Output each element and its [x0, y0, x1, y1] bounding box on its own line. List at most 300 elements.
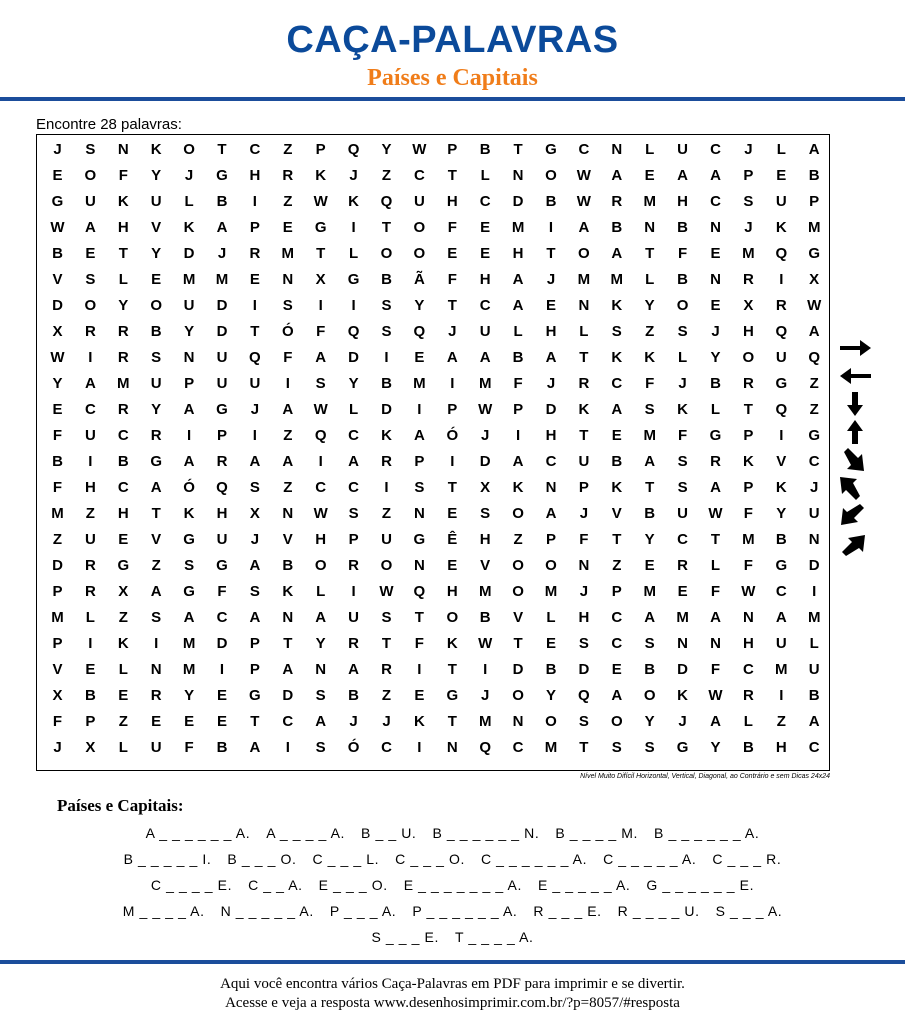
grid-letter: V [776, 453, 787, 470]
grid-letter: N [117, 141, 129, 158]
grid-letter: Ê [447, 531, 458, 548]
arrow-left-icon [838, 363, 874, 389]
grid-letter: F [118, 167, 128, 184]
grid-letter: A [677, 167, 689, 184]
grid-letter: H [117, 505, 129, 522]
grid-letter: U [150, 193, 162, 210]
grid-letter: D [578, 661, 590, 678]
grid-letter: J [678, 713, 687, 730]
grid-letter: Z [85, 505, 95, 522]
word-hint: N _ _ _ _ _ A. [220, 903, 314, 919]
grid-letter: H [742, 323, 754, 340]
grid-letter: N [282, 505, 294, 522]
grid-letter: M [775, 661, 788, 678]
grid-letter: J [481, 687, 490, 704]
grid-letter: Q [216, 479, 228, 496]
word-hint: P _ _ _ A. [329, 903, 397, 919]
grid-letter: J [579, 505, 589, 522]
grid-letter: I [285, 739, 290, 756]
grid-letter: T [217, 141, 227, 158]
grid-letter: X [52, 687, 63, 704]
grid-letter: E [480, 219, 491, 236]
word-hint: C _ _ _ L. [312, 851, 380, 867]
grid-letter: R [84, 557, 96, 574]
grid-letter: L [349, 401, 359, 418]
grid-letter: O [84, 297, 97, 314]
grid-letter: T [579, 739, 589, 756]
grid-letter: Q [413, 323, 426, 340]
grid-letter: B [479, 609, 491, 626]
grid-letter: M [182, 271, 196, 288]
grid-letter: T [447, 661, 457, 678]
grid-letter: J [349, 167, 358, 184]
grid-letter: H [545, 427, 557, 444]
grid-letter: L [546, 609, 556, 626]
grid-letter: G [808, 245, 821, 262]
grid-letter: A [315, 609, 327, 626]
grid-letter: P [249, 661, 260, 678]
grid-letter: B [52, 453, 63, 470]
grid-letter: M [51, 505, 64, 522]
grid-letter: D [512, 661, 524, 678]
footer-line-1: Aqui você encontra vários Caça-Palavras em PDF para imprimir e se divertir. [220, 976, 685, 992]
grid-letter: O [380, 245, 393, 262]
grid-letter: H [249, 167, 261, 184]
grid-letter: I [351, 297, 356, 314]
grid-letter: I [417, 739, 422, 756]
grid-letter: F [645, 375, 655, 392]
grid-letter: B [84, 687, 96, 704]
grid-letter: W [412, 141, 427, 158]
word-hint: S _ _ _ E. [371, 929, 439, 945]
grid-letter: X [85, 739, 96, 756]
grid-letter: D [282, 687, 294, 704]
grid-letter: C [282, 713, 294, 730]
grid-letter: B [381, 375, 392, 392]
grid-letter: N [742, 609, 754, 626]
grid-letter: L [710, 557, 721, 574]
grid-letter: M [610, 271, 624, 288]
grid-letter: G [709, 427, 722, 444]
grid-letter: I [285, 375, 290, 392]
grid-letter: U [381, 531, 392, 548]
grid-letter: W [478, 635, 493, 652]
grid-letter: A [150, 479, 162, 496]
grid-letter: P [743, 479, 754, 496]
grid-letter: J [711, 323, 720, 340]
grid-letter: C [710, 193, 721, 210]
grid-letter: C [249, 141, 261, 158]
grid-letter: O [512, 505, 524, 522]
grid-letter: P [743, 167, 754, 184]
grid-letter: R [84, 323, 96, 340]
grid-letter: S [282, 297, 293, 314]
grid-letter: S [414, 479, 425, 496]
grid-letter: A [512, 297, 524, 314]
grid-letter: M [544, 739, 558, 756]
grid-letter: U [775, 635, 787, 652]
word-hint: C _ _ _ _ _ _ A. [480, 851, 588, 867]
grid-letter: B [644, 505, 656, 522]
grid-letter: C [84, 401, 96, 418]
grid-letter: U [413, 193, 425, 210]
grid-letter: O [610, 713, 623, 730]
grid-letter: E [85, 661, 96, 678]
grid-letter: K [446, 635, 458, 652]
page-title: CAÇA-PALAVRAS [286, 19, 619, 61]
grid-letter: C [315, 479, 327, 496]
grid-letter: S [644, 401, 655, 418]
grid-letter: A [611, 687, 623, 704]
grid-letter: M [478, 583, 492, 600]
grid-letter: Ó [281, 323, 294, 340]
grid-letter: E [447, 245, 458, 262]
grid-letter: R [348, 635, 360, 652]
grid-letter: A [545, 505, 557, 522]
grid-letter: E [710, 245, 721, 262]
grid-letter: T [447, 479, 457, 496]
grid-letter: E [282, 219, 293, 236]
grid-letter: V [282, 531, 293, 548]
instructions: Encontre 28 palavras: [36, 116, 182, 133]
grid-letter: Q [775, 323, 788, 340]
grid-letter: N [413, 505, 425, 522]
grid-letter: N [150, 661, 162, 678]
grid-letter: U [249, 375, 261, 392]
grid-letter: F [447, 219, 457, 236]
grid-letter: B [381, 271, 392, 288]
grid-letter: Z [381, 167, 392, 184]
grid-letter: Q [249, 349, 261, 366]
grid-letter: Z [283, 479, 293, 496]
grid-letter: X [52, 323, 63, 340]
grid-letter: V [480, 557, 491, 574]
grid-letter: L [513, 323, 523, 340]
grid-letter: D [52, 557, 63, 574]
grid-letter: Y [151, 401, 162, 418]
grid-letter: R [775, 297, 787, 314]
grid-letter: J [250, 531, 260, 548]
word-hint: G _ _ _ _ _ _ E. [646, 877, 755, 893]
grid-letter: L [316, 583, 326, 600]
grid-letter: A [611, 245, 623, 262]
word-hint-line [0, 876, 905, 894]
grid-letter: Ó [347, 739, 360, 756]
grid-letter: R [150, 687, 162, 704]
grid-letter: H [479, 271, 491, 288]
grid-letter: G [314, 219, 327, 236]
grid-letter: S [348, 505, 359, 522]
grid-letter: T [645, 479, 655, 496]
grid-letter: A [282, 401, 294, 418]
grid-letter: L [743, 713, 753, 730]
grid-letter: O [545, 713, 557, 730]
grid-letter: A [249, 609, 261, 626]
grid-letter: T [250, 323, 260, 340]
arrow-down-right-icon [838, 447, 874, 473]
grid-letter: K [183, 505, 195, 522]
grid-letter: A [282, 453, 294, 470]
grid-letter: L [809, 635, 819, 652]
grid-letter: P [578, 479, 589, 496]
grid-letter: D [512, 193, 524, 210]
grid-letter: Ó [183, 479, 195, 496]
grid-letter: A [578, 219, 590, 236]
grid-letter: R [282, 167, 294, 184]
grid-letter: Z [151, 557, 161, 574]
grid-letter: Z [809, 375, 819, 392]
grid-letter: F [414, 635, 424, 652]
grid-letter: S [249, 479, 260, 496]
grid-letter: R [381, 661, 392, 678]
grid-letter: G [216, 401, 228, 418]
grid-letter: J [53, 141, 62, 158]
grid-letter: P [249, 635, 260, 652]
grid-letter: Q [808, 349, 821, 366]
grid-letter: E [118, 531, 129, 548]
grid-letter: C [216, 609, 228, 626]
level-note: Nível Muito Difícil Horizontal, Vertical, Diagonal, ao Contrário e sem Dicas 24x24 [580, 773, 830, 780]
grid-letter: D [52, 297, 63, 314]
arrow-down-left-icon [838, 503, 874, 529]
grid-letter: C [611, 635, 623, 652]
grid-letter: B [545, 193, 557, 210]
word-hint: C _ _ _ _ _ A. [603, 851, 697, 867]
grid-letter: R [216, 453, 228, 470]
grid-letter: B [611, 453, 623, 470]
grid-letter: S [381, 297, 392, 314]
grid-letter: Y [710, 349, 721, 366]
word-hint: R _ _ _ _ U. [617, 903, 700, 919]
word-hint: C _ _ _ _ E. [150, 877, 233, 893]
word-hint: A _ _ _ _ _ _ A. [145, 825, 251, 841]
grid-letter: K [578, 401, 590, 418]
grid-letter: Q [314, 427, 327, 444]
grid-letter: R [710, 453, 721, 470]
grid-letter: C [775, 583, 787, 600]
arrow-up-icon [838, 419, 874, 445]
grid-letter: E [85, 245, 96, 262]
grid-letter: Z [809, 401, 819, 418]
grid-letter: I [450, 375, 455, 392]
grid-letter: L [118, 661, 128, 678]
grid-letter: E [151, 271, 162, 288]
grid-letter: C [348, 427, 360, 444]
grid-letter: I [516, 427, 521, 444]
grid-letter: A [808, 323, 820, 340]
grid-letter: S [644, 635, 655, 652]
grid-letter: I [384, 479, 389, 496]
grid-letter: N [644, 219, 656, 236]
grid-letter: M [643, 583, 656, 600]
grid-letter: N [446, 739, 458, 756]
grid-letter: K [512, 479, 524, 496]
grid-letter: T [316, 245, 326, 262]
grid-letter: Y [184, 687, 195, 704]
grid-letter: A [315, 349, 327, 366]
grid-letter: R [117, 349, 129, 366]
grid-letter: G [775, 375, 788, 392]
grid-letter: A [84, 219, 96, 236]
grid-letter: C [479, 193, 491, 210]
grid-letter: D [216, 323, 228, 340]
grid-letter: H [578, 609, 590, 626]
grid-letter: T [612, 531, 622, 548]
grid-letter: A [216, 219, 228, 236]
grid-letter: X [743, 297, 754, 314]
grid-letter: D [216, 297, 228, 314]
bottom-divider [0, 960, 905, 964]
grid-letter: O [413, 245, 426, 262]
grid-letter: P [743, 427, 754, 444]
grid-letter: G [51, 193, 64, 210]
grid-letter: S [677, 453, 688, 470]
grid-letter: C [479, 297, 491, 314]
grid-letter: P [85, 713, 96, 730]
grid-letter: T [250, 713, 260, 730]
grid-letter: S [249, 583, 260, 600]
word-hint: S _ _ _ A. [715, 903, 783, 919]
grid-letter: F [52, 713, 63, 730]
grid-letter: T [513, 141, 523, 158]
grid-letter: T [447, 167, 457, 184]
grid-letter: T [447, 297, 457, 314]
grid-letter: T [381, 635, 392, 652]
grid-letter: Y [151, 245, 162, 262]
grid-letter: Z [612, 557, 622, 574]
grid-letter: Y [545, 687, 556, 704]
grid-letter: R [117, 323, 129, 340]
grid-letter: F [513, 375, 523, 392]
grid-letter: E [151, 713, 162, 730]
grid-letter: K [413, 713, 425, 730]
grid-letter: K [677, 687, 689, 704]
grid-letter: E [611, 661, 622, 678]
grid-letter: Y [644, 713, 655, 730]
grid-letter: P [52, 635, 63, 652]
grid-letter: K [611, 479, 623, 496]
grid-letter: W [741, 583, 756, 600]
grid-letter: N [677, 635, 689, 652]
grid-letter: S [480, 505, 491, 522]
grid-letter: Y [184, 323, 195, 340]
grid-letter: N [282, 609, 294, 626]
arrow-up-left-icon [838, 475, 874, 501]
grid-letter: U [150, 739, 162, 756]
grid-letter: M [577, 271, 591, 288]
grid-letter: P [348, 531, 359, 548]
grid-letter: C [512, 739, 524, 756]
grid-letter: N [611, 141, 623, 158]
grid-letter: S [151, 609, 162, 626]
grid-letter: M [544, 583, 558, 600]
grid-letter: O [446, 609, 459, 626]
grid-letter: I [417, 401, 422, 418]
grid-letter: U [808, 661, 820, 678]
grid-letter: S [381, 323, 392, 340]
grid-letter: O [742, 349, 755, 366]
grid-letter: Q [479, 739, 492, 756]
grid-letter: D [479, 453, 491, 470]
grid-letter: S [611, 323, 622, 340]
grid-letter: D [348, 349, 360, 366]
grid-letter: Y [644, 531, 655, 548]
grid-letter: T [118, 245, 128, 262]
grid-letter: E [447, 505, 458, 522]
grid-letter: B [677, 271, 689, 288]
grid-letter: X [249, 505, 260, 522]
grid-letter: I [252, 193, 257, 210]
grid-letter: K [677, 401, 689, 418]
grid-letter: E [644, 167, 655, 184]
grid-letter: G [676, 739, 689, 756]
word-hint: C _ _ A. [248, 877, 303, 893]
grid-letter: T [710, 531, 721, 548]
grid-letter: W [313, 193, 328, 210]
grid-letter: M [413, 375, 426, 392]
grid-letter: I [187, 427, 192, 444]
grid-letter: S [85, 271, 96, 288]
grid-letter: E [414, 349, 425, 366]
grid-letter: R [117, 401, 129, 418]
grid-letter: L [645, 141, 655, 158]
grid-letter: R [150, 427, 162, 444]
grid-letter: F [283, 349, 293, 366]
grid-letter: U [84, 193, 96, 210]
grid-letter: O [578, 245, 590, 262]
grid-letter: C [611, 609, 623, 626]
grid-letter: H [512, 245, 524, 262]
grid-letter: H [117, 219, 129, 236]
grid-letter: L [776, 141, 786, 158]
grid-letter: O [676, 297, 689, 314]
grid-letter: S [743, 193, 754, 210]
grid-letter: K [775, 219, 787, 236]
grid-letter: K [742, 453, 754, 470]
grid-letter: D [381, 401, 392, 418]
grid-letter: E [480, 245, 491, 262]
grid-letter: Q [347, 323, 360, 340]
grid-letter: C [808, 453, 820, 470]
grid-letter: I [88, 349, 93, 366]
grid-letter: U [84, 427, 96, 444]
word-hint: E _ _ _ _ _ _ _ A. [403, 877, 522, 893]
grid-letter: G [150, 453, 163, 470]
grid-letter: N [512, 713, 524, 730]
grid-letter: B [710, 375, 721, 392]
grid-letter: R [677, 557, 689, 574]
grid-letter: X [315, 271, 326, 288]
grid-letter: A [545, 349, 557, 366]
grid-letter: Q [775, 245, 788, 262]
grid-letter: S [184, 557, 195, 574]
grid-letter: I [318, 453, 323, 470]
grid-letter: A [183, 609, 195, 626]
grid-letter: P [216, 427, 227, 444]
grid-letter: M [281, 245, 295, 262]
grid-letter: K [348, 193, 360, 210]
grid-letter: J [546, 271, 556, 288]
grid-letter: I [384, 349, 389, 366]
grid-letter: W [807, 297, 822, 314]
grid-letter: T [283, 635, 293, 652]
grid-letter: K [611, 349, 623, 366]
grid-letter: Z [118, 713, 128, 730]
grid-letter: M [51, 609, 64, 626]
grid-letter: Z [776, 713, 786, 730]
grid-letter: R [348, 557, 360, 574]
grid-letter: K [117, 193, 129, 210]
